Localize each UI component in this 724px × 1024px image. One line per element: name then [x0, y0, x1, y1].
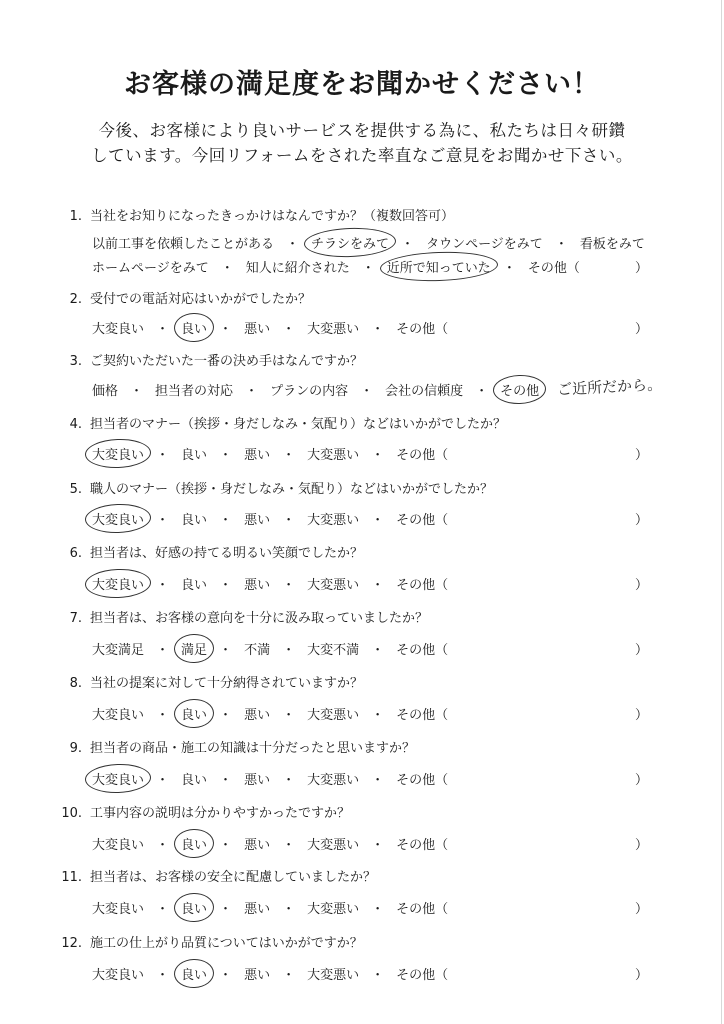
option-separator: ・: [219, 643, 233, 658]
question-text: 当社をお知りになったきっかけはなんですか？（複数回答可）: [90, 209, 455, 224]
question-text: 施工の仕上がり品質についてはいかがですか？: [90, 936, 363, 951]
question-heading: [0, 866, 376, 885]
option-separator: ・: [282, 773, 296, 788]
question-heading: [0, 205, 454, 224]
answer-option[interactable]: 以前工事を依頼したことがある: [92, 237, 275, 252]
question-heading: [0, 932, 363, 951]
answer-option[interactable]: 大変悪い: [307, 708, 360, 723]
answer-option-circled[interactable]: 大変良い: [92, 769, 144, 788]
option-separator: ・: [282, 902, 296, 917]
question-heading: [0, 737, 415, 756]
answer-option[interactable]: 大変悪い: [307, 838, 360, 853]
answer-option[interactable]: その他（: [396, 643, 449, 658]
option-separator: ・: [156, 513, 170, 528]
answer-option[interactable]: 大変悪い: [307, 773, 360, 788]
option-separator: ・: [156, 643, 170, 658]
option-separator: ・: [371, 902, 385, 917]
question-text: 担当者は、お客様の意向を十分に汲み取っていましたか？: [90, 611, 429, 626]
question-text: 受付での電話対応はいかがでしたか？: [90, 292, 312, 307]
answer-option[interactable]: 価格: [92, 384, 119, 399]
answer-option[interactable]: 悪い: [244, 513, 271, 528]
answer-option[interactable]: プランの内容: [270, 384, 349, 399]
question-number: 9.: [69, 741, 82, 756]
question-heading: [0, 288, 311, 307]
answer-option[interactable]: タウンページをみて: [426, 237, 543, 252]
question-number: 5.: [69, 482, 82, 497]
option-separator: ・: [219, 578, 233, 593]
question-number: 12.: [61, 936, 82, 951]
intro-line-2: しています。今回リフォームをされた率直なご意見をお聞かせ下さい。: [91, 146, 633, 165]
option-separator: ・: [371, 578, 385, 593]
answer-option[interactable]: その他（: [396, 773, 449, 788]
answer-option[interactable]: その他（: [396, 513, 449, 528]
option-separator: ・: [219, 902, 233, 917]
answer-option[interactable]: 大変不満: [307, 643, 360, 658]
answer-option-circled[interactable]: 大変良い: [92, 509, 144, 528]
answer-options-row: [92, 380, 539, 399]
question-text: 当社の提案に対して十分納得されていますか？: [90, 676, 364, 691]
answer-option[interactable]: 悪い: [244, 838, 271, 853]
answer-option[interactable]: その他（: [396, 838, 449, 853]
page-title: お客様の満足度をお聞かせください！: [124, 69, 600, 100]
handwritten-note: ご近所だから。: [556, 375, 663, 399]
question-number: 1.: [69, 209, 82, 224]
answer-options-row: [92, 834, 448, 853]
answer-option[interactable]: 悪い: [244, 578, 271, 593]
option-separator: ・: [219, 773, 233, 788]
answer-option-circled[interactable]: 良い: [181, 898, 207, 917]
answer-options-row: [92, 233, 645, 252]
option-separator: ・: [219, 708, 233, 723]
option-separator: ・: [371, 322, 385, 337]
answer-option-circled[interactable]: 良い: [181, 318, 207, 337]
option-separator: ・: [282, 322, 296, 337]
other-close-paren: ）: [634, 448, 648, 463]
answer-option[interactable]: 大変悪い: [307, 968, 360, 983]
answer-option[interactable]: 大変良い: [92, 838, 145, 853]
answer-options-row: [92, 574, 448, 593]
option-separator: ・: [156, 968, 170, 983]
answer-option[interactable]: その他（: [396, 902, 449, 917]
option-separator: ・: [220, 261, 234, 276]
option-separator: ・: [219, 513, 233, 528]
option-separator: ・: [130, 384, 144, 399]
question-number: 11.: [61, 870, 82, 885]
intro-line-1: 今後、お客様により良いサービスを提供する為に、私たちは日々研鑽: [98, 121, 626, 140]
option-separator: ・: [156, 708, 170, 723]
question-number: 4.: [69, 417, 82, 432]
option-separator: ・: [245, 384, 259, 399]
answer-option[interactable]: その他（: [396, 968, 449, 983]
answer-option-circled[interactable]: 良い: [181, 964, 207, 983]
other-close-paren: ）: [634, 513, 648, 528]
answer-option[interactable]: 大変良い: [92, 322, 145, 337]
answer-option[interactable]: 大変悪い: [307, 578, 360, 593]
option-separator: ・: [282, 513, 296, 528]
answer-option[interactable]: 担当者の対応: [155, 384, 234, 399]
option-separator: ・: [502, 261, 516, 276]
answer-options-row: [92, 898, 448, 917]
question-text: 担当者の商品・施工の知識は十分だったと思いますか？: [90, 741, 416, 756]
answer-option-circled[interactable]: 満足: [181, 639, 207, 658]
option-separator: ・: [371, 643, 385, 658]
option-separator: ・: [282, 838, 296, 853]
question-number: 6.: [69, 546, 82, 561]
option-separator: ・: [371, 708, 385, 723]
other-close-paren: ）: [634, 322, 648, 337]
question-text: 職人のマナー（挨拶・身だしなみ・気配り）などはいかがでしたか？: [90, 482, 494, 497]
option-separator: ・: [282, 968, 296, 983]
other-close-paren: ）: [634, 902, 648, 917]
question-text: ご契約いただいた一番の決め手はなんですか？: [90, 354, 364, 369]
other-close-paren: ）: [634, 643, 648, 658]
answer-option[interactable]: 良い: [181, 448, 208, 463]
answer-option[interactable]: 大変悪い: [307, 448, 360, 463]
answer-option-circled[interactable]: 大変良い: [92, 574, 144, 593]
answer-option[interactable]: 不満: [244, 643, 271, 658]
answer-options-row: [92, 257, 580, 276]
answer-option[interactable]: 大変悪い: [307, 322, 360, 337]
question-number: 3.: [69, 354, 82, 369]
answer-option-circled[interactable]: 近所で知っていた: [387, 257, 491, 276]
option-separator: ・: [361, 261, 375, 276]
answer-options-row: [92, 444, 448, 463]
answer-option[interactable]: 看板をみて: [579, 237, 645, 252]
answer-options-row: [92, 769, 448, 788]
answer-option[interactable]: 悪い: [244, 322, 271, 337]
option-separator: ・: [286, 237, 300, 252]
option-separator: ・: [156, 902, 170, 917]
option-separator: ・: [219, 968, 233, 983]
question-text: 工事内容の説明は分かりやすかったですか？: [90, 806, 351, 821]
option-separator: ・: [554, 237, 568, 252]
answer-option-circled[interactable]: チラシをみて: [311, 233, 389, 252]
answer-option[interactable]: 大変悪い: [307, 902, 360, 917]
answer-option-circled[interactable]: 良い: [181, 834, 207, 853]
option-separator: ・: [219, 322, 233, 337]
answer-option[interactable]: 大変満足: [92, 643, 145, 658]
option-separator: ・: [282, 578, 296, 593]
answer-option[interactable]: 悪い: [244, 448, 271, 463]
option-separator: ・: [371, 773, 385, 788]
answer-option[interactable]: 知人に紹介された: [245, 261, 350, 276]
option-separator: ・: [371, 838, 385, 853]
answer-options-row: [92, 964, 448, 983]
option-separator: ・: [360, 384, 374, 399]
other-close-paren: ）: [634, 261, 648, 276]
answer-option-circled[interactable]: その他: [500, 380, 539, 399]
option-separator: ・: [282, 708, 296, 723]
question-number: 10.: [61, 806, 82, 821]
question-text: 担当者のマナー（挨拶・身だしなみ・気配り）などはいかがでしたか？: [90, 417, 507, 432]
answer-options-row: [92, 704, 448, 723]
answer-option[interactable]: その他（: [396, 322, 449, 337]
option-separator: ・: [371, 448, 385, 463]
option-separator: ・: [156, 448, 170, 463]
answer-option[interactable]: その他（: [396, 578, 449, 593]
question-number: 2.: [69, 292, 82, 307]
question-heading: [0, 607, 428, 626]
option-separator: ・: [282, 643, 296, 658]
question-heading: [0, 542, 363, 561]
answer-option[interactable]: 大変悪い: [307, 513, 360, 528]
option-separator: ・: [156, 773, 170, 788]
option-separator: ・: [219, 448, 233, 463]
answer-option[interactable]: 悪い: [244, 773, 271, 788]
answer-option[interactable]: 大変良い: [92, 708, 145, 723]
answer-option-circled[interactable]: 大変良い: [92, 444, 144, 463]
option-separator: ・: [371, 513, 385, 528]
question-heading: [0, 672, 363, 691]
answer-options-row: [92, 318, 448, 337]
option-separator: ・: [219, 838, 233, 853]
answer-option[interactable]: 大変良い: [92, 968, 145, 983]
other-close-paren: ）: [634, 578, 648, 593]
question-heading: [0, 478, 493, 497]
answer-option[interactable]: 会社の信頼度: [385, 384, 464, 399]
answer-option[interactable]: 悪い: [244, 902, 271, 917]
question-heading: [0, 350, 363, 369]
option-separator: ・: [156, 322, 170, 337]
answer-option-circled[interactable]: 良い: [181, 704, 207, 723]
answer-option[interactable]: 良い: [181, 513, 208, 528]
other-close-paren: ）: [634, 968, 648, 983]
answer-option[interactable]: その他（: [396, 448, 449, 463]
answer-option[interactable]: その他（: [527, 261, 580, 276]
option-separator: ・: [156, 838, 170, 853]
answer-option[interactable]: その他（: [396, 708, 449, 723]
option-separator: ・: [475, 384, 489, 399]
question-heading: [0, 802, 350, 821]
question-text: 担当者は、好感の持てる明るい笑顔でしたか？: [90, 546, 364, 561]
question-text: 担当者は、お客様の安全に配慮していましたか？: [90, 870, 377, 885]
option-separator: ・: [371, 968, 385, 983]
option-separator: ・: [156, 578, 170, 593]
other-close-paren: ）: [634, 708, 648, 723]
answer-option[interactable]: ホームページをみて: [92, 261, 209, 276]
answer-options-row: [92, 639, 448, 658]
question-heading: [0, 413, 506, 432]
other-close-paren: ）: [634, 838, 648, 853]
question-number: 8.: [69, 676, 82, 691]
option-separator: ・: [401, 237, 415, 252]
answer-option[interactable]: 大変良い: [92, 902, 145, 917]
answer-options-row: [92, 509, 448, 528]
question-number: 7.: [69, 611, 82, 626]
other-close-paren: ）: [634, 773, 648, 788]
answer-option[interactable]: 良い: [181, 773, 208, 788]
option-separator: ・: [282, 448, 296, 463]
answer-option[interactable]: 悪い: [244, 708, 271, 723]
answer-option[interactable]: 良い: [181, 578, 208, 593]
answer-option[interactable]: 悪い: [244, 968, 271, 983]
